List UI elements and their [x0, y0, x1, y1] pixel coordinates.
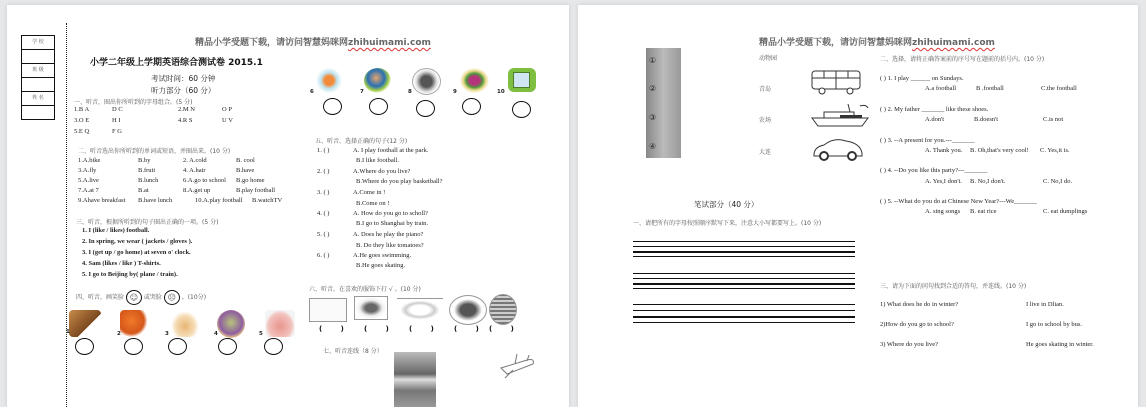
w2-question: ( ) 4. --Do you like this party?---_______: [880, 167, 988, 174]
airplane-icon: [497, 352, 537, 382]
s2-option: 3.A.fly: [78, 167, 97, 174]
w3-question: 1) What does he do in winter?: [880, 301, 959, 308]
w2-option-b: B. eat rice: [970, 208, 997, 215]
school-field: [22, 50, 54, 64]
w2-option-c: C. Yes,it is.: [1040, 147, 1070, 154]
sweater-image: [489, 294, 517, 325]
s2-option: B.lunch: [138, 177, 159, 184]
w2-option-c: C.the football: [1041, 85, 1077, 92]
w3-answer: I go to school by bus.: [1026, 321, 1082, 328]
s1-option: 2.M N: [178, 106, 195, 113]
s3-item: 5. I go to Beijing by( plane / train).: [82, 271, 178, 278]
header-banner: [759, 35, 995, 48]
s2-option: B.by: [138, 157, 151, 164]
w3-answer: I live in Dlian.: [1026, 301, 1064, 308]
exam-title: 小学二年级上学期英语综合测试卷 2015.1: [90, 58, 263, 68]
tomatoes-image: [120, 310, 148, 337]
face-number: ②: [649, 84, 657, 93]
s1-option: 3.O E: [74, 117, 90, 124]
header-banner: [195, 35, 431, 48]
answer-circle[interactable]: [124, 338, 143, 355]
name-field: [22, 106, 54, 119]
w3-question: 3) Where do you live?: [880, 341, 938, 348]
binding-dotted-line: [66, 23, 67, 407]
s5-option-a: A.Where do you live?: [353, 168, 411, 175]
s2-option: B.fruit: [138, 167, 156, 174]
answer-circle[interactable]: [462, 98, 481, 115]
meat-image: [265, 310, 295, 337]
section2-heading: 二、听音选出你所听到的单词或短语，并圈出来。(10 分): [78, 148, 231, 155]
s4-heading-a: 四、听音，画笑脸: [76, 294, 125, 301]
shoes-image: [354, 296, 388, 320]
w2-question: ( ) 1. I play ______ on Sundays.: [880, 75, 964, 82]
s5-option-b: B.Come on !: [356, 200, 390, 207]
school-label: 学 校: [22, 36, 54, 50]
s5-option-a: A. I play football at the park.: [353, 147, 429, 154]
s2-option: 8.A.get up: [183, 187, 211, 194]
document-page-2: [578, 5, 1138, 407]
s1-option: D C: [112, 106, 123, 113]
smiley-face-icon: ☺: [126, 290, 142, 305]
name-label: 姓 名: [22, 92, 54, 106]
s4-heading-b: 或哭脸: [143, 294, 162, 301]
banner-text: 精品小学受题下载，请访问智慧妈咪网: [195, 38, 349, 48]
s2-option: 4. A.hair: [183, 167, 206, 174]
s2-option: 1.A.bike: [78, 157, 101, 164]
answer-circle[interactable]: [264, 338, 283, 355]
face-number: ①: [649, 56, 657, 65]
writing-line: [633, 316, 855, 318]
item-number: 6: [310, 89, 314, 95]
writing-line: [633, 304, 855, 305]
w3-question: 2)How do you go to school?: [880, 321, 954, 328]
s2-option: B. cool: [236, 157, 255, 164]
s5-option-a: A.He goes swimming.: [353, 252, 412, 259]
w2-option-b: B .football: [976, 85, 1004, 92]
s5-option-a: A. How do you go to scholl?: [353, 210, 428, 217]
place-label: 农场: [759, 117, 772, 124]
sad-face-icon: ☹: [164, 290, 180, 305]
w3-answer: He goes skating in winter.: [1026, 341, 1094, 348]
s2-option: 9.Ahave breakfast: [78, 197, 126, 204]
answer-paren[interactable]: ( ): [409, 325, 442, 333]
face-number: ④: [649, 142, 657, 151]
w-section3-heading: 三、请为下面的问句找到合适的答句，并连线。(10 分): [880, 283, 1027, 290]
answer-circle[interactable]: [323, 98, 342, 115]
s4-heading-c: 。(10分): [181, 294, 207, 301]
document-page-1: [7, 5, 569, 407]
s5-item-number: 2. ( ): [317, 168, 330, 175]
faces-image: [646, 48, 681, 158]
s2-option: 10.A.play football: [195, 197, 243, 204]
s3-item: 1. I (like / likes) football.: [82, 227, 150, 234]
s2-option: B.have: [236, 167, 255, 174]
answer-paren[interactable]: ( ): [319, 325, 352, 333]
s1-option: F G: [112, 128, 122, 135]
s5-option-b: B. Do they like tomatoes?: [356, 242, 424, 249]
item-number: 10: [497, 89, 505, 95]
w2-option-b: B. No,I don't.: [970, 178, 1006, 185]
w2-option-b: B.doesn't: [974, 116, 999, 123]
ice-cream-image: [69, 310, 101, 337]
item-number: 4: [214, 331, 218, 337]
writing-line: [633, 278, 855, 279]
answer-circle[interactable]: [369, 98, 388, 115]
answer-paren[interactable]: ( ): [364, 325, 397, 333]
s3-item: 2. In spring, we wear ( jackets / gloves ).: [82, 238, 193, 245]
s2-option: 2. A.cold: [183, 157, 207, 164]
writing-line: [633, 322, 855, 323]
salad-bowl-image: [217, 310, 245, 338]
s2-option: 5.A.live: [78, 177, 99, 184]
section7-heading: 七、听音连线（8 分）: [323, 348, 383, 355]
swimming-image: [316, 68, 342, 93]
w2-option-c: C. No,I do.: [1043, 178, 1073, 185]
item-number: 9: [453, 89, 457, 95]
w-section1-heading: 一、请把所有的字母按照顺序默写下来，注意大小写都要写上。(10 分): [633, 220, 822, 227]
s2-option: B.watchTV: [252, 197, 283, 204]
item-number: 8: [408, 89, 412, 95]
s3-item: 3. I (get up / go home) at seven o' clock.: [82, 249, 191, 256]
w2-option-c: C.is not: [1043, 116, 1064, 123]
student-info-table: [21, 35, 55, 120]
exam-time: 考试时间：60 分钟: [151, 74, 216, 83]
answer-circle[interactable]: [168, 338, 187, 355]
item-number: 7: [360, 89, 364, 95]
s5-item-number: 4. ( ): [317, 210, 330, 217]
place-label: 大连: [759, 149, 772, 156]
face-number: ③: [649, 113, 657, 122]
tv-screen: [513, 72, 530, 88]
s2-option: 6.A.go to school: [183, 177, 226, 184]
s1-option: U V: [222, 117, 233, 124]
w-section2-heading: 二、选择，请将正确答案前的序号写在题前的括号内。(10 分): [880, 56, 1045, 63]
s1-option: O P: [222, 106, 232, 113]
section1-heading: 一、听音，圈出你所听到的字母组合。(5 分): [74, 99, 193, 106]
written-part-title: 笔试部分（40 分）: [694, 200, 759, 209]
car-icon: [810, 135, 866, 163]
answer-circle[interactable]: [512, 101, 531, 118]
place-label: 青岛: [759, 86, 772, 93]
place-label: 动物园: [759, 55, 778, 62]
shirt-image: [309, 298, 347, 322]
item-number: 1: [66, 329, 70, 335]
answer-paren[interactable]: ( ): [489, 325, 522, 333]
pants-image: [449, 295, 487, 325]
class-field: [22, 78, 54, 92]
writing-line: [633, 256, 855, 257]
banner-url: zhihuimami.com: [348, 38, 431, 48]
writing-line: [633, 273, 855, 274]
s5-item-number: 3. ( ): [317, 189, 330, 196]
answer-circle[interactable]: [416, 100, 435, 117]
section4-heading: [76, 290, 206, 305]
w2-option-a: A. sing songs: [925, 208, 961, 215]
s5-item-number: 1. ( ): [317, 147, 330, 154]
s2-option: B.go home: [236, 177, 265, 184]
s2-option: 7.A.at 7: [78, 187, 99, 194]
s2-option: B.have lunch: [138, 197, 173, 204]
banner-text: 精品小学受题下载，请访问智慧妈咪网: [759, 38, 913, 48]
w2-question: ( ) 5. --What do you do at Chinese New Year?---We_______: [880, 198, 1037, 205]
w2-option-c: C. eat dumplings: [1043, 208, 1088, 215]
boy-eating-image: [364, 68, 391, 93]
writing-line: [633, 310, 855, 311]
answer-paren[interactable]: ( ): [454, 325, 487, 333]
s5-option-b: B.I go to Shanghai by train.: [356, 220, 429, 227]
s1-option: 5.E Q: [74, 128, 90, 135]
bus-icon: [810, 67, 866, 97]
item-number: 3: [165, 331, 169, 337]
banner-url: zhihuimami.com: [912, 38, 995, 48]
s2-option: B.play football: [236, 187, 275, 194]
section3-heading: 三、听音，根据所听到的句子圈出正确的一项。(5 分): [76, 219, 219, 226]
w2-option-a: A. Thank you.: [925, 147, 963, 154]
writing-line: [633, 246, 855, 247]
item-number: 5: [259, 331, 263, 337]
writing-line: [633, 251, 855, 253]
w2-option-b: B. Oh,that's very cool!: [970, 147, 1029, 154]
s1-option: 4.R S: [178, 117, 193, 124]
writing-line: [633, 241, 855, 242]
tv-image: [508, 68, 536, 92]
w2-option-a: A.don't: [925, 116, 945, 123]
section6-heading: 六、听音，在喜欢的服饰下打 √ 。(10 分): [309, 286, 421, 293]
books-image: [460, 68, 489, 93]
s3-item: 4. Sam (likes / like ) T-shirts.: [82, 260, 161, 267]
scenery-image: [394, 352, 436, 407]
s1-option: 1.B A: [74, 106, 90, 113]
class-label: 班 级: [22, 64, 54, 78]
item-number: 2: [117, 331, 121, 337]
answer-circle[interactable]: [75, 338, 94, 355]
ginger-image: [170, 310, 200, 337]
w2-question: ( ) 3. --A present for you.---_______: [880, 137, 975, 144]
writing-line: [633, 283, 855, 285]
s2-option: B.at: [138, 187, 149, 194]
writing-line: [633, 288, 855, 289]
s5-option-b: B.He goes skating.: [356, 262, 406, 269]
section5-heading: 五、听音，选择正确的句子(12 分): [315, 138, 408, 145]
dress-image: [397, 298, 443, 321]
listening-part-title: 听力部分（60 分）: [151, 86, 216, 95]
s5-option-b: B.Where do you play basketball?: [356, 178, 443, 185]
drums-image: [412, 68, 441, 95]
s5-item-number: 5. ( ): [317, 231, 330, 238]
s5-option-b: B.I like football.: [356, 157, 399, 164]
s5-option-a: A. Does he play the piano?: [353, 231, 424, 238]
w2-option-a: A. Yes,I don't.: [925, 178, 962, 185]
w2-option-a: A.a football: [925, 85, 957, 92]
answer-circle[interactable]: [218, 338, 237, 355]
s1-option: H I: [112, 117, 121, 124]
ship-icon: [810, 100, 872, 130]
s5-item-number: 6. ( ): [317, 252, 330, 259]
s5-option-a: A.Come in !: [353, 189, 386, 196]
w2-question: ( ) 2. My father _______ like these shoes.: [880, 106, 989, 113]
